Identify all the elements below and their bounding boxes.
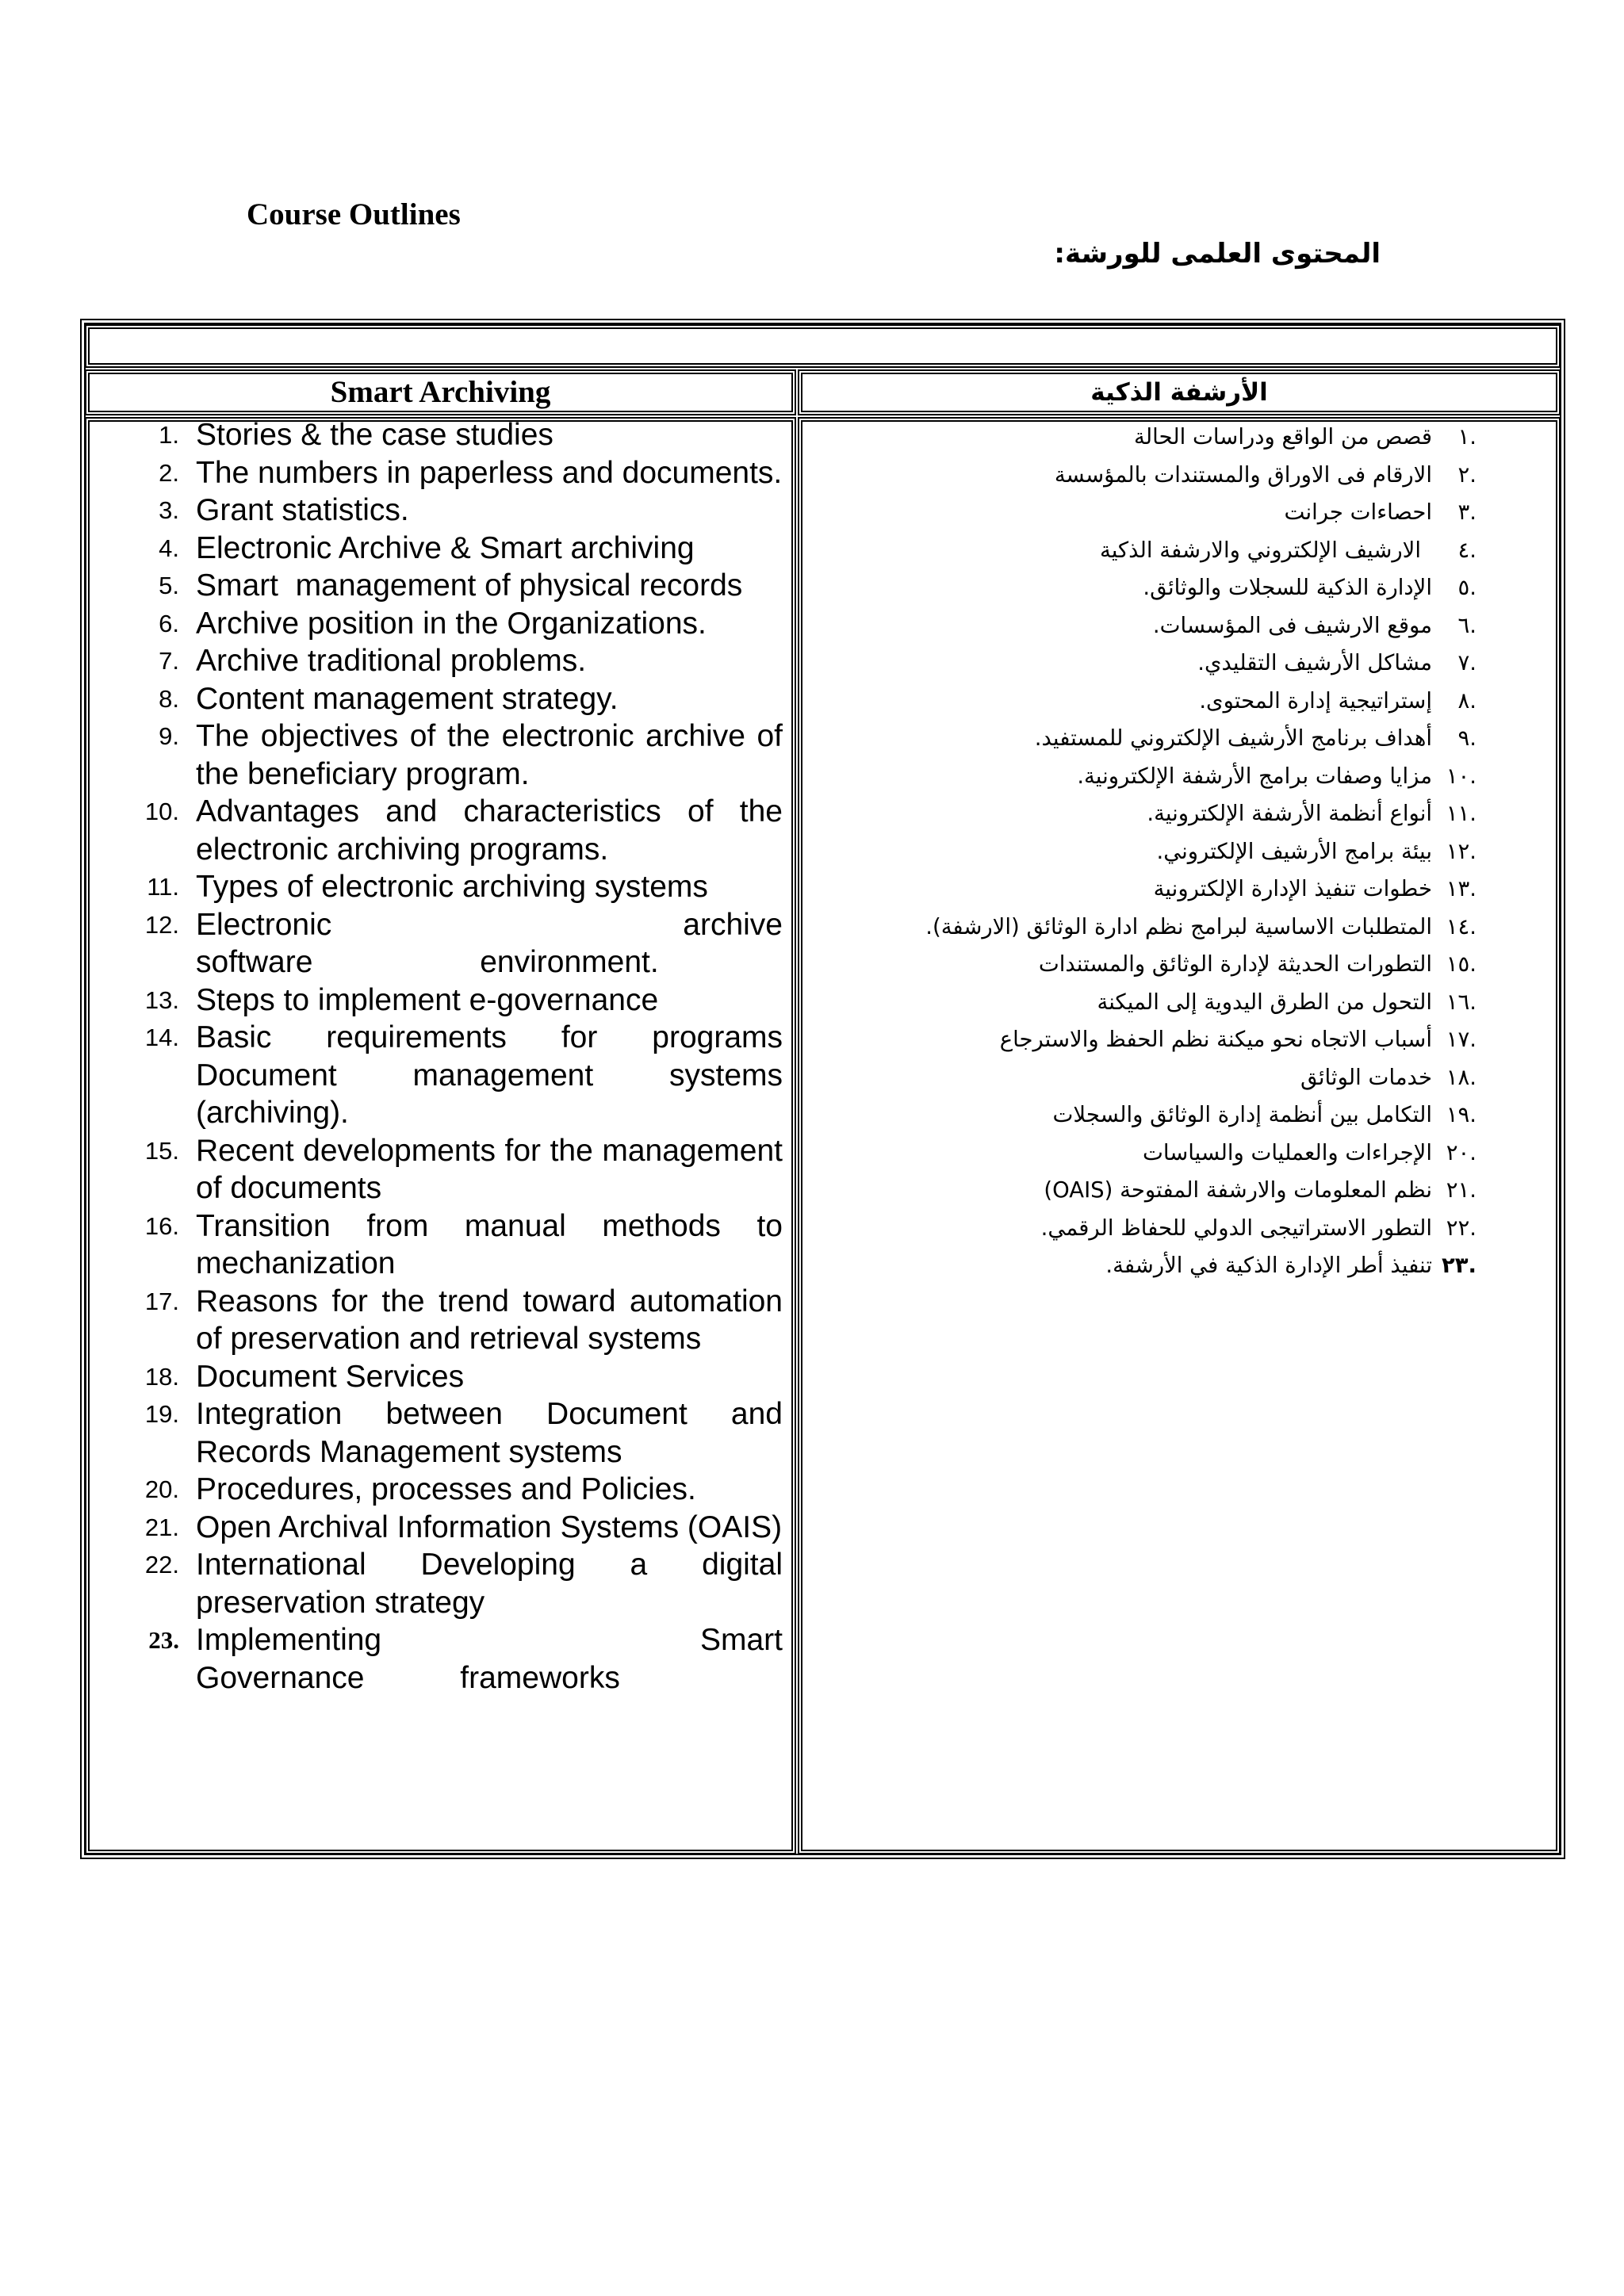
table-header-right (798, 369, 1561, 415)
list-item-text: الإجراءات والعمليات والسياسات (1142, 1139, 1432, 1165)
list-item-number: 13. (144, 985, 179, 1014)
list-item (159, 605, 783, 643)
list-item-text: Types of electronic archiving systems (196, 870, 708, 904)
list-item (842, 457, 1477, 495)
list-item-number: .١٠ (1446, 763, 1477, 789)
list-item-text: مزايا وصفات برامج الأرشفة الإلكترونية. (1077, 763, 1432, 789)
list-item (144, 1546, 783, 1621)
list-item-number: 7. (159, 647, 179, 675)
list-item (842, 1096, 1477, 1135)
list-item (842, 946, 1477, 984)
list-item-text: الإدارة الذكية للسجلات والوثائق. (1143, 575, 1432, 600)
course-outlines-title: Course Outlines (247, 197, 461, 232)
list-item-text: Document Services (196, 1359, 465, 1394)
list-item (842, 758, 1477, 796)
list-item (144, 1395, 783, 1471)
list-item-text: التحول من الطرق اليدوية إلى الميكنة (1097, 989, 1432, 1015)
list-item-number: .٩ (1457, 725, 1477, 751)
table-top-row (85, 324, 1561, 368)
list-item-text: مشاكل الأرشيف التقليدي. (1197, 650, 1432, 675)
list-item-number: .١٧ (1446, 1027, 1477, 1052)
list-item-text: Open Archival Information Systems (OAIS) (196, 1510, 783, 1544)
list-item (144, 1509, 783, 1547)
list-item-text: Archive position in the Organizations. (196, 606, 707, 641)
list-item (159, 416, 783, 454)
list-item (842, 1021, 1477, 1059)
list-item-text: التكامل بين أنظمة إدارة الوثائق والسجلات (1052, 1102, 1432, 1127)
list-item-text: الارقام فى الاوراق والمستندات بالمؤسسة (1054, 461, 1432, 488)
list-item-text: Transition from manual methods to mechanization (196, 1208, 783, 1280)
list-item-text: تنفيذ أطر الإدارة الذكية في الأرشفة. (1105, 1253, 1432, 1278)
arabic-workshop-heading: المحتوى العلمى للورشة: (1054, 238, 1381, 270)
list-item-number: .١٣ (1446, 876, 1477, 901)
list-item-number: .٢١ (1446, 1177, 1477, 1203)
list-item-text: التطورات الحديثة لإدارة الوثائق والمستندات (1038, 951, 1432, 977)
english-topic-list (144, 416, 783, 1697)
list-item-number: .٢ (1457, 461, 1477, 488)
list-item (159, 530, 783, 568)
list-item-number: 21. (144, 1513, 179, 1541)
table-header-left (85, 369, 796, 415)
list-item-text: قصص من الواقع ودراسات الحالة (1134, 424, 1432, 450)
list-item (159, 567, 783, 605)
list-item-text: Reasons for the trend toward automation of preservation and retrieval systems (196, 1284, 783, 1356)
list-item (842, 795, 1477, 833)
list-item-text: نظم المعلومات والارشفة المفتوحة (OAIS) (1044, 1177, 1432, 1203)
list-item-number: 17. (144, 1287, 179, 1315)
list-item-number: 19. (144, 1400, 179, 1428)
list-item (159, 718, 783, 793)
list-item-text: Procedures, processes and Policies. (196, 1472, 696, 1506)
list-item (842, 1059, 1477, 1097)
list-item-text: Archive traditional problems. (196, 644, 587, 678)
list-item-text: احصاءات جرانت (1284, 499, 1432, 525)
list-item (842, 1210, 1477, 1248)
list-item-number: 4. (159, 534, 179, 562)
list-item-text: Steps to implement e-governance (196, 982, 659, 1017)
list-item-text: خدمات الوثائق (1300, 1064, 1432, 1090)
list-item-text: International Developing a digital preservation strategy (196, 1548, 783, 1620)
list-item-number: 12. (144, 910, 179, 939)
list-item-text: Stories & the case studies (196, 418, 553, 452)
list-item-number: 3. (159, 496, 179, 524)
header-smart-archiving: Smart Archiving (330, 375, 551, 409)
list-item-text: Electronic Archive & Smart archiving (196, 530, 695, 565)
list-item-number: .٦ (1457, 612, 1477, 638)
list-item (144, 1132, 783, 1207)
list-item (144, 982, 783, 1020)
list-item-number: .٥ (1457, 575, 1477, 600)
list-item-number: 22. (144, 1551, 179, 1578)
list-item-number: .٨ (1457, 687, 1477, 714)
list-item (842, 833, 1477, 871)
list-item-text: Basic requirements for programs Document management systems (archiving). (196, 1020, 783, 1130)
list-item-number: .١٥ (1446, 951, 1477, 977)
list-item-text: موقع الارشيف فى المؤسسات. (1152, 612, 1432, 638)
list-item-text: أسباب الاتجاه نحو ميكنة نظم الحفظ والاسترجاع (999, 1027, 1432, 1052)
list-item (148, 1621, 783, 1697)
list-item (159, 492, 783, 530)
list-item-number: 11. (147, 873, 179, 901)
list-item (842, 720, 1477, 758)
list-item (842, 569, 1477, 607)
list-item (144, 1019, 783, 1132)
list-item-text: Implementing Smart Governance frameworks (196, 1623, 783, 1695)
list-item-number: 5. (159, 572, 179, 599)
list-item-text: أهداف برنامج الأرشيف الإلكتروني للمستفيد. (1034, 725, 1432, 751)
list-item (144, 906, 783, 982)
list-item-number: .٢٠ (1446, 1139, 1477, 1165)
list-item-number: .٤ (1457, 537, 1477, 563)
list-item-number: 14. (144, 1024, 179, 1051)
list-item-number: .٣ (1457, 499, 1477, 525)
list-item (842, 1135, 1477, 1173)
list-item-text: أنواع أنظمة الأرشفة الإلكترونية. (1147, 801, 1432, 826)
list-item-number: 15. (144, 1136, 179, 1165)
list-item (147, 868, 783, 906)
list-item-text: بيئة برامج الأرشيف الإلكتروني. (1156, 838, 1432, 864)
list-item-number: .٢٢ (1446, 1215, 1477, 1241)
list-item-number: 23. (148, 1626, 179, 1654)
list-item-text: Advantages and characteristics of the electronic archiving programs. (196, 794, 783, 867)
list-item (144, 1471, 783, 1509)
list-item-number: .١٦ (1446, 989, 1477, 1015)
list-item (842, 532, 1477, 570)
list-item (842, 871, 1477, 909)
list-item-number: 10. (144, 798, 179, 825)
list-item-number: 1. (159, 421, 179, 449)
list-item-number: 8. (159, 684, 179, 713)
list-item-text: الارشيف الإلكتروني والارشفة الذكية (1099, 537, 1421, 563)
list-item (842, 494, 1477, 532)
list-item (842, 645, 1477, 683)
list-item-text: خطوات تنفيذ الإدارة الإلكترونية (1153, 876, 1432, 901)
list-item-text: Smart management of physical records (196, 568, 743, 603)
list-item-text: Integration between Document and Records Management systems (196, 1397, 783, 1469)
list-item (842, 419, 1477, 457)
list-item (842, 984, 1477, 1022)
list-item (144, 1358, 783, 1396)
list-item (842, 909, 1477, 947)
list-item-number: .١ (1457, 424, 1477, 450)
list-item-text: Content management strategy. (196, 681, 619, 716)
list-item-text: التطور الاستراتيجى الدولي للحفاظ الرقمي. (1040, 1215, 1432, 1241)
list-item (842, 607, 1477, 645)
header-arabic-smart-archiving: الأرشفة الذكية (1090, 378, 1268, 407)
list-item-number: 2. (159, 458, 179, 487)
list-item-number: .١٩ (1446, 1102, 1477, 1127)
list-item-number: 9. (159, 722, 179, 750)
list-item-text: The objectives of the electronic archive of the beneficiary program. (196, 719, 783, 791)
list-item-number: 18. (144, 1362, 179, 1391)
list-item-text: Electronic archive software environment. (196, 907, 783, 979)
list-item (159, 642, 783, 680)
list-item (144, 1283, 783, 1358)
arabic-topic-list (842, 419, 1477, 1285)
list-item-number: 16. (144, 1211, 179, 1240)
list-item-text: Grant statistics. (196, 493, 409, 527)
list-item-text: المتطلبات الاساسية لبرامج نظم ادارة الوثائق (الارشفة). (925, 913, 1432, 939)
list-item-number: .٢٣ (1441, 1253, 1477, 1278)
list-item-number: .١٢ (1446, 838, 1477, 864)
list-item-text: Recent developments for the management of documents (196, 1133, 783, 1205)
list-item-number: .١٤ (1446, 913, 1477, 939)
list-item-number: .١١ (1446, 801, 1477, 826)
list-item-text: The numbers in paperless and documents. (196, 455, 783, 490)
list-item (144, 793, 783, 868)
list-item (159, 680, 783, 718)
list-item (159, 454, 783, 492)
list-item (842, 1172, 1477, 1210)
list-item-number: .١٨ (1446, 1064, 1477, 1090)
list-item-text: إستراتيجية إدارة المحتوى. (1199, 687, 1432, 714)
list-item (842, 683, 1477, 721)
list-item (842, 1247, 1477, 1285)
list-item-number: .٧ (1457, 650, 1477, 675)
list-item-number: 6. (159, 609, 179, 637)
list-item-number: 20. (144, 1475, 179, 1503)
list-item (144, 1207, 783, 1283)
